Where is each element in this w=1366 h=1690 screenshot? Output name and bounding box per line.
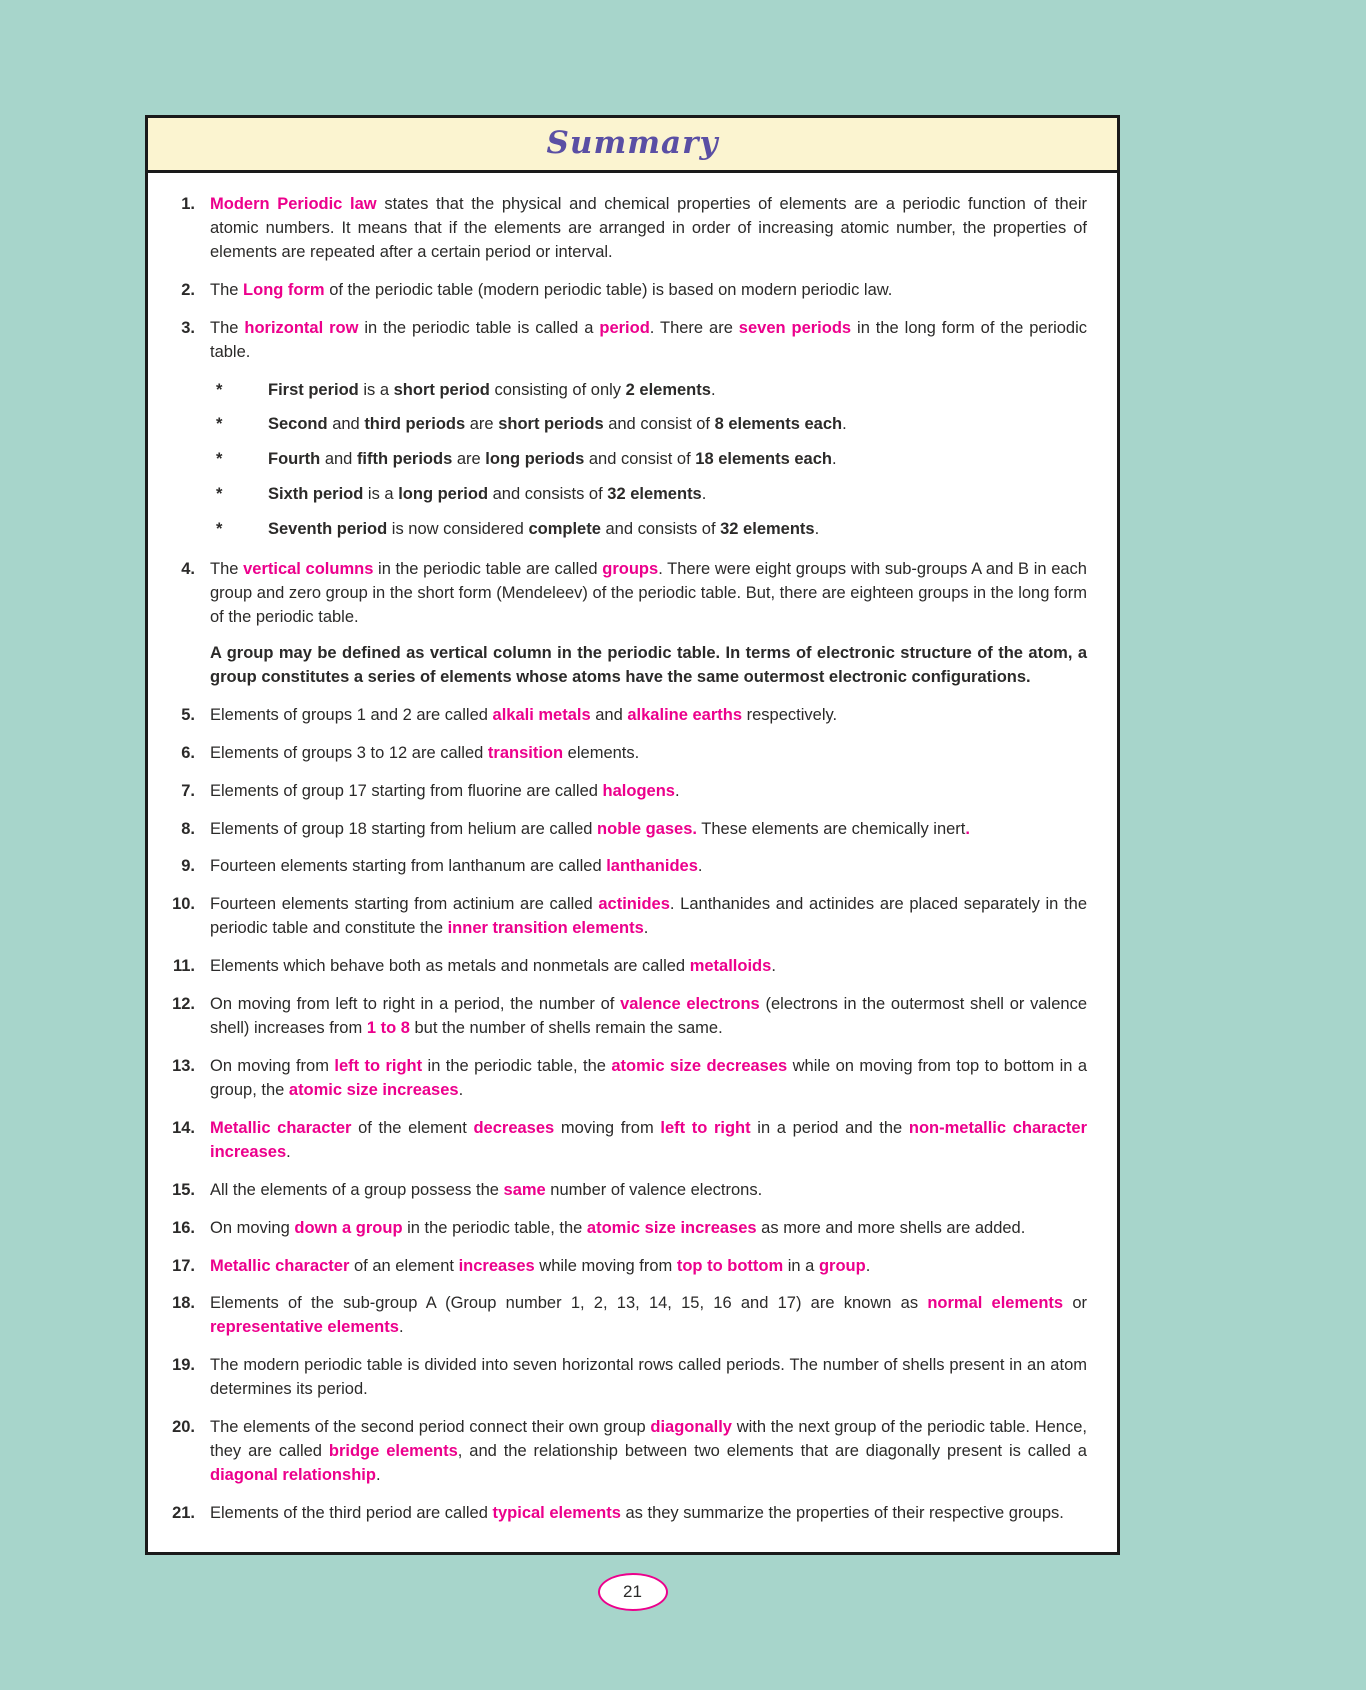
summary-item [162,704,1087,728]
summary-list [148,173,1117,1552]
item-body [210,193,1087,265]
item-text [210,893,1087,941]
asterisk-bullet: * [216,415,223,434]
text-segment: 18 elements each [695,450,832,469]
highlight-term: alkaline earths [627,705,743,724]
text-segment: in a period and the [750,1118,909,1137]
text-segment: 8 elements each [714,415,843,434]
text-segment: is a [358,380,394,399]
text-segment: long period [398,485,489,504]
text-segment: . There are [649,318,739,337]
summary-item [162,279,1087,303]
summary-header [148,118,1117,173]
highlight-term: non-metallic character increases [210,1118,1087,1161]
highlight-term: . [965,819,970,838]
text-segment: These elements are chemically inert [696,819,966,838]
text-segment: of the element [351,1118,474,1137]
highlight-term: lanthanides [606,857,698,876]
summary-item [162,955,1087,979]
item-number: 3. [181,318,195,337]
text-segment: in a [783,1256,819,1275]
text-segment: . [643,919,649,938]
text-segment: Fourth [268,450,321,469]
sub-item [216,448,1087,472]
item-number: 5. [181,705,195,724]
item-text [210,1217,1087,1241]
highlight-term: increases [458,1256,535,1275]
item-number: 12. [172,995,195,1014]
item-text [210,1055,1087,1103]
item-text [210,855,1087,879]
summary-item [162,893,1087,941]
item-text [210,193,1087,265]
summary-item [162,1502,1087,1526]
item-body [210,1502,1087,1526]
summary-item [162,1117,1087,1165]
highlight-term: period [599,318,650,337]
summary-item [162,855,1087,879]
item-number: 13. [172,1056,195,1075]
item-note: A group may be defined as vertical column in the periodic table. In terms of electronic structure of the atom, a group constitutes a series of elements whose atoms have the same outermost electronic configurations. [210,643,1087,686]
text-segment: . [771,957,776,976]
item-number: 10. [172,895,195,914]
text-segment: . [697,857,703,876]
sub-item-text [268,483,1087,507]
text-segment: . [814,520,820,539]
item-number: 20. [172,1418,195,1437]
item-body [210,742,1087,766]
text-segment: The elements of the second period connect their own group [210,1418,651,1437]
summary-item [162,780,1087,804]
text-segment: with the next group of the periodic table. Hence, they are called [210,1418,1087,1461]
item-body [210,780,1087,804]
text-segment: (electrons in the outermost shell or valence shell) increases from [210,995,1087,1038]
item-body [210,993,1087,1041]
highlight-term: left to right [334,1056,423,1075]
text-segment: Sixth period [268,485,364,504]
text-segment: is now considered [387,520,529,539]
summary-item [162,993,1087,1041]
item-number: 19. [172,1356,195,1375]
item-text [210,1502,1087,1526]
highlight-term: transition [487,743,564,762]
text-segment: . [286,1142,291,1161]
highlight-term: seven periods [738,318,852,337]
item-text [210,1179,1087,1203]
text-segment: . [375,1465,381,1484]
item-text [210,1117,1087,1165]
text-segment: Elements of groups 3 to 12 are called [210,743,488,762]
item-body [210,818,1087,842]
item-body [210,1416,1087,1488]
text-segment: is a [363,485,399,504]
summary-item [162,1255,1087,1279]
text-segment: Elements of the sub-group A (Group number 1, 2, 13, 14, 15, 16 and 17) are known as [210,1294,928,1313]
text-segment: The [210,280,244,299]
text-segment: and [327,415,365,434]
highlight-term: bridge elements [328,1442,458,1461]
text-segment: . [831,450,837,469]
text-segment: as they summarize the properties of their respective groups. [620,1503,1064,1522]
text-segment: while on moving from top to bottom in a group, the [210,1056,1088,1099]
summary-panel [145,115,1120,1555]
text-segment: . There were eight groups with sub-groups A and B in each group and zero group in the short form (Mendeleev) of the periodic table. But, there are eighteen groups in the long form of the periodic table. [210,560,1087,626]
item-text [210,1255,1087,1279]
highlight-term: same [503,1180,546,1199]
item-body [210,317,1087,544]
highlight-term: diagonally [650,1418,732,1437]
item-text [210,1416,1087,1488]
highlight-term: Metallic character [210,1256,350,1275]
text-segment: The [210,318,245,337]
highlight-term: noble gases. [597,819,697,838]
text-segment: . [842,415,847,434]
item-number: 14. [172,1118,195,1137]
highlight-term: valence electrons [620,995,760,1014]
text-segment: On moving from [210,1056,335,1075]
item-number: 2. [181,280,195,299]
text-segment: Second [268,415,328,434]
text-segment: and [590,705,628,724]
summary-item [162,818,1087,842]
highlight-term: metalloids [689,957,772,976]
text-segment: moving from [554,1118,661,1137]
item-number: 1. [181,195,195,213]
item-body [210,1292,1087,1340]
item-number: 17. [172,1256,195,1275]
item-body [210,1055,1087,1103]
highlight-term: alkali metals [492,705,591,724]
text-segment: . [865,1256,871,1275]
text-segment: . [398,1318,404,1337]
text-segment: and consists of [488,485,608,504]
highlight-term: atomic size decreases [611,1056,788,1075]
item-body [210,1179,1087,1203]
text-segment: . [458,1080,464,1099]
text-segment: number of valence electrons. [545,1180,763,1199]
summary-item [162,317,1087,544]
item-body [210,855,1087,879]
text-segment: Elements of group 17 starting from fluorine are called [210,781,603,800]
page-number: 21 [623,1581,642,1601]
highlight-term: atomic size increases [586,1218,757,1237]
highlight-term: group [818,1256,866,1275]
text-segment: Fourteen elements starting from actinium are called [210,895,599,914]
text-segment: . Lanthanides and actinides are placed separately in the periodic table and constitute the [210,895,1087,938]
text-segment: elements. [563,743,640,762]
summary-item [162,1292,1087,1340]
sub-item [216,413,1087,437]
summary-item [162,742,1087,766]
item-body [210,279,1087,303]
item-text [210,742,1087,766]
highlight-term: left to right [660,1118,751,1137]
text-segment: 32 elements [607,485,702,504]
sub-item-text [268,518,1087,542]
item-number: 6. [181,743,195,762]
text-segment: are [465,415,499,434]
asterisk-bullet: * [216,520,223,539]
text-segment: fifth periods [356,450,453,469]
asterisk-bullet: * [216,450,223,469]
item-text [210,317,1087,365]
page-number-badge [598,1573,668,1611]
text-segment: as more and more shells are added. [756,1218,1026,1237]
page [145,0,1120,1611]
text-segment: while moving from [534,1256,677,1275]
item-number: 18. [172,1294,195,1313]
text-segment: and consist of [603,415,715,434]
text-segment: short period [393,380,490,399]
sub-item-text [268,448,1087,472]
item-number: 15. [172,1180,195,1199]
text-segment: First period [268,380,359,399]
highlight-term: typical elements [492,1503,621,1522]
highlight-term: vertical columns [243,560,374,579]
text-segment: short periods [498,415,604,434]
text-segment: respectively. [742,705,838,724]
sub-item [216,379,1087,403]
text-segment: Elements of groups 1 and 2 are called [210,705,493,724]
summary-item [162,1179,1087,1203]
highlight-term: Modern Periodic law [210,195,377,213]
text-segment: in the periodic table are called [373,560,603,579]
text-segment: are [452,450,486,469]
item-body [210,558,1087,690]
text-segment: The modern periodic table is divided into seven horizontal rows called periods. The number of shells present in an atom determines its period. [210,1356,1087,1399]
item-text [210,780,1087,804]
text-segment: but the number of shells remain the same. [409,1019,723,1038]
summary-item [162,1055,1087,1103]
text-segment: in the periodic table, the [402,1218,587,1237]
text-segment: . [710,380,716,399]
text-segment: Elements of the third period are called [210,1503,493,1522]
text-segment: and consist of [584,450,696,469]
text-segment: in the long form of the periodic table. [210,318,1088,361]
highlight-term: groups [602,560,659,579]
sub-item [216,518,1087,542]
text-segment: or [1063,1294,1087,1313]
sub-item-list [210,379,1087,543]
item-text [210,993,1087,1041]
text-segment: and consists of [600,520,721,539]
item-body [210,1255,1087,1279]
highlight-term: down a group [294,1218,403,1237]
asterisk-bullet: * [216,485,223,504]
item-body [210,1217,1087,1241]
text-segment: Fourteen elements starting from lanthanum are called [210,857,607,876]
item-number: 7. [181,781,195,800]
text-segment: states that the physical and chemical properties of elements are a periodic function of their atomic numbers. It means that if the elements are arranged in order of increasing atomic number, the properties of elements are repeated after a certain period or interval. [210,195,1088,261]
text-segment: . [701,485,707,504]
item-number: 16. [172,1218,195,1237]
text-segment: The [210,560,244,579]
item-text [210,558,1087,630]
item-number: 8. [181,819,195,838]
highlight-term: diagonal relationship [210,1465,376,1484]
page-title: Summary [546,125,719,161]
sub-item [216,483,1087,507]
highlight-term: top to bottom [676,1256,784,1275]
text-segment: Seventh period [268,520,388,539]
highlight-term: representative elements [210,1318,399,1337]
item-body [210,1354,1087,1402]
text-segment: , and the relationship between two elements that are diagonally present is called a [457,1442,1087,1461]
item-body [210,1117,1087,1165]
highlight-term: Metallic character [210,1118,352,1137]
text-segment: Elements which behave both as metals and nonmetals are called [210,957,690,976]
summary-item [162,1217,1087,1241]
item-number: 9. [181,857,195,876]
text-segment: 32 elements [720,520,815,539]
highlight-term: normal elements [927,1294,1064,1313]
text-segment: On moving from left to right in a period, the number of [210,995,621,1014]
text-segment: 2 elements [625,380,711,399]
text-segment: On moving [210,1218,295,1237]
item-text [210,1354,1087,1402]
sub-item-text [268,413,1087,437]
item-text [210,704,1087,728]
item-text [210,955,1087,979]
summary-item [162,558,1087,690]
text-segment: of an element [349,1256,459,1275]
text-segment: long periods [485,450,585,469]
highlight-term: halogens [602,781,675,800]
text-segment: All the elements of a group possess the [210,1180,504,1199]
item-body [210,704,1087,728]
highlight-term: inner transition elements [447,919,644,938]
highlight-term: actinides [598,895,670,914]
text-segment: . [674,781,680,800]
highlight-term: 1 to 8 [366,1019,410,1038]
text-segment: of the periodic table (modern periodic table) is based on modern periodic law. [324,280,893,299]
item-number: 4. [181,560,195,579]
item-text [210,279,1087,303]
item-text [210,1292,1087,1340]
item-number: 11. [172,957,195,976]
asterisk-bullet: * [216,380,223,399]
text-segment: third periods [364,415,466,434]
text-segment: Elements of group 18 starting from helium are called [210,819,598,838]
summary-item [162,1416,1087,1488]
highlight-term: Long form [243,280,325,299]
summary-item [162,193,1087,265]
highlight-term: decreases [473,1118,555,1137]
item-text [210,818,1087,842]
item-number: 21. [172,1503,195,1522]
text-segment: in the periodic table is called a [358,318,600,337]
summary-item [162,1354,1087,1402]
highlight-term: horizontal row [244,318,359,337]
text-segment: and [320,450,357,469]
text-segment: in the periodic table, the [422,1056,612,1075]
highlight-term: atomic size increases [288,1080,459,1099]
text-segment: complete [528,520,601,539]
item-body [210,955,1087,979]
text-segment: consisting of only [489,380,626,399]
sub-item-text [268,379,1087,403]
item-body [210,893,1087,941]
